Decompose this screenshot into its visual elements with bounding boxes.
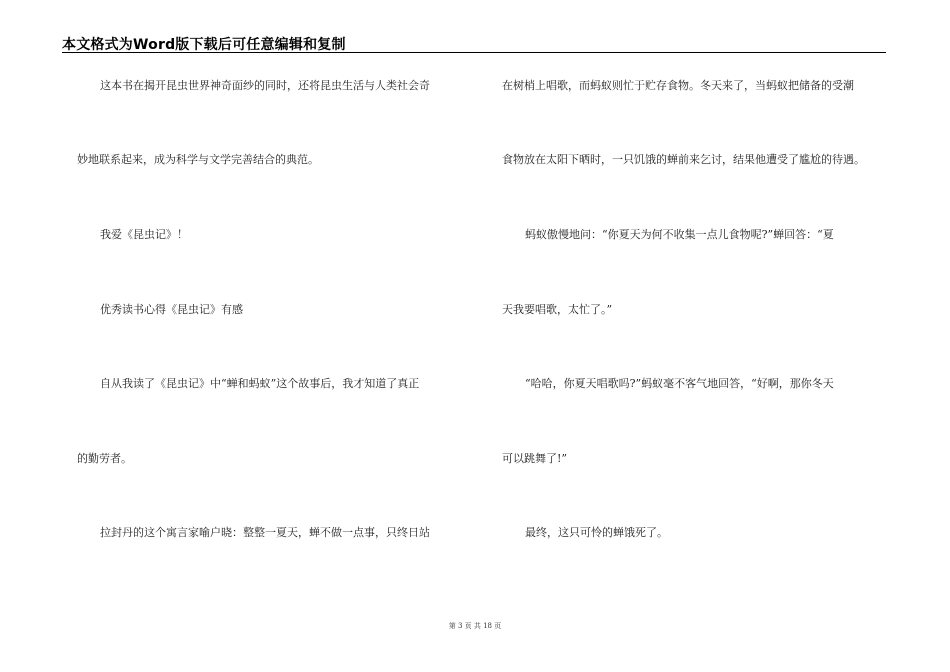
paragraph-line: 食物放在太阳下晒时，一只饥饿的蝉前来乞讨，结果他遭受了尴尬的待遇。 (502, 153, 865, 166)
paragraph-line: 可以跳舞了!” (502, 452, 568, 465)
paragraph-line: 自从我读了《昆虫记》中“蝉和蚂蚁”这个故事后，我才知道了真正 (100, 377, 420, 390)
page-number-footer: 第 3 页 共 18 页 (448, 622, 502, 630)
paragraph-line: 我爱《昆虫记》！ (100, 228, 188, 241)
paragraph-line: 这本书在揭开昆虫世界神奇面纱的同时，还将昆虫生活与人类社会奇 (100, 79, 430, 92)
page-header-title: 本文格式为Word版下载后可任意编辑和复制 (62, 37, 346, 53)
section-heading: 优秀读书心得《昆虫记》有感 (100, 303, 243, 316)
paragraph-line: 天我要唱歌，太忙了。” (502, 303, 613, 316)
paragraph-line: “哈哈，你夏天唱歌吗?”蚂蚁毫不客气地回答，“好啊，那你冬天 (525, 377, 834, 390)
paragraph-line: 的勤劳者。 (77, 452, 132, 465)
paragraph-line: 最终，这只可怜的蝉饿死了。 (525, 526, 668, 539)
paragraph-line: 在树梢上唱歌，而蚂蚁则忙于贮存食物。冬天来了，当蚂蚁把储备的受潮 (502, 79, 854, 92)
header-divider (62, 52, 886, 53)
paragraph-line: 妙地联系起来，成为科学与文学完善结合的典范。 (77, 153, 319, 166)
paragraph-line: 拉封丹的这个寓言家喻户晓：整整一夏天，蝉不做一点事，只终日站 (100, 526, 430, 539)
paragraph-line: 蚂蚁傲慢地问：“你夏天为何不收集一点儿食物呢?”蝉回答：“夏 (525, 228, 834, 241)
